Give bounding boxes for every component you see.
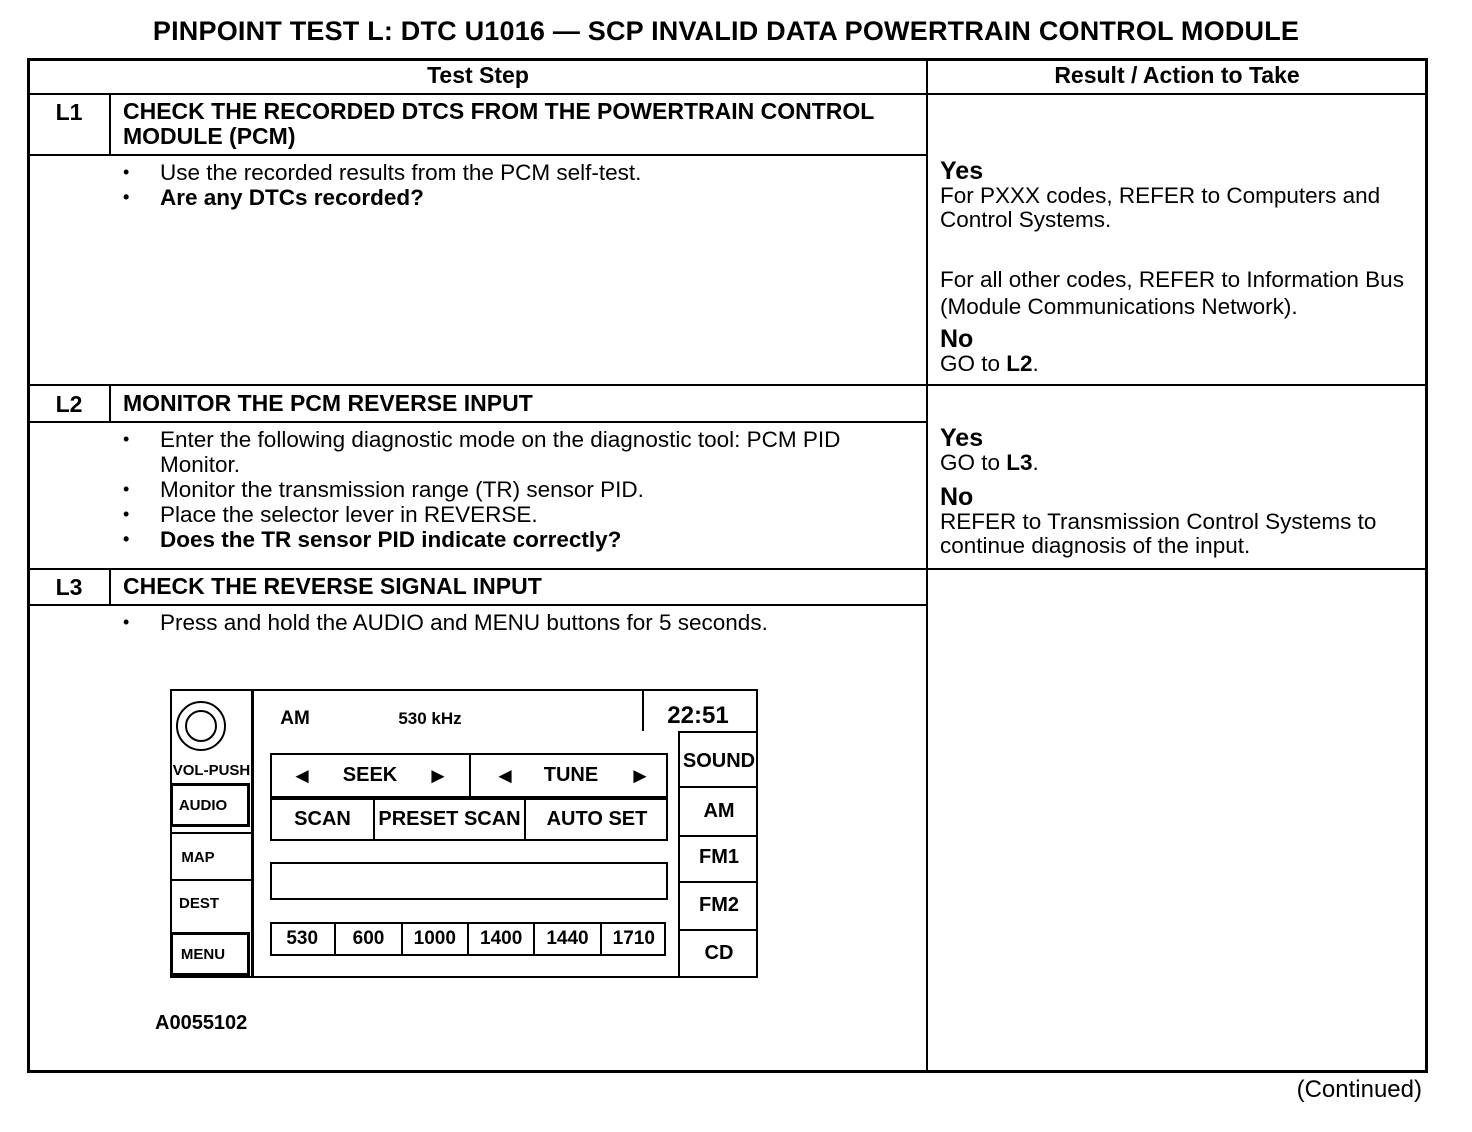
audio-button-label: AUDIO bbox=[178, 796, 228, 814]
preset-button[interactable]: 600 bbox=[336, 922, 402, 956]
bullet: • Monitor the transmission range (TR) sensor PID. bbox=[120, 477, 910, 502]
band-label: AM bbox=[280, 708, 310, 729]
no-action: GO to L2. bbox=[940, 351, 1039, 376]
vol-push-label: VOL-PUSH bbox=[172, 761, 251, 779]
preset-button[interactable]: 530 bbox=[270, 922, 336, 956]
id-divider-l1 bbox=[109, 93, 111, 155]
bullet: • Use the recorded results from the PCM self-test. bbox=[120, 160, 910, 185]
yes-action: GO to L3. bbox=[940, 450, 1039, 475]
menu-button-label: MENU bbox=[180, 945, 226, 963]
step-id-l1: L1 bbox=[55, 99, 83, 125]
step-bullets-l1 bbox=[120, 160, 910, 210]
bullet: • Enter the following diagnostic mode on the diagnostic tool: PCM PID Monitor. bbox=[120, 427, 910, 477]
preset-button[interactable]: 1710 bbox=[612, 928, 655, 949]
seek-right-button[interactable]: ► bbox=[427, 762, 449, 788]
preset-button[interactable]: 1400 bbox=[469, 922, 535, 956]
row-divider-l3 bbox=[27, 568, 1428, 570]
yes-action-alt: For all other codes, REFER to Information Bus (Module Communications Network). bbox=[940, 267, 1404, 319]
continued-label: (Continued) bbox=[1296, 1076, 1422, 1103]
step-id-l3: L3 bbox=[55, 574, 83, 600]
bullet: • Place the selector lever in REVERSE. bbox=[120, 502, 910, 527]
dest-button[interactable]: DEST bbox=[178, 894, 219, 912]
id-divider-l3 bbox=[109, 568, 111, 605]
step-id-l2: L2 bbox=[55, 391, 83, 417]
header-result: Result / Action to Take bbox=[1054, 62, 1300, 88]
right-divider bbox=[678, 786, 758, 788]
id-divider-l2 bbox=[109, 384, 111, 422]
row-divider-l2-title bbox=[27, 421, 927, 423]
frequency-label: 530 kHz bbox=[398, 709, 462, 728]
tune-left-button[interactable]: ◄ bbox=[494, 762, 516, 788]
no-action: REFER to Transmission Control Systems to continue diagnosis of the input. bbox=[940, 509, 1377, 558]
no-label: No bbox=[940, 325, 974, 353]
am-button[interactable]: AM bbox=[703, 799, 735, 822]
presets-row bbox=[270, 922, 666, 956]
preset-scan-button[interactable]: PRESET SCAN bbox=[378, 808, 521, 830]
yes-action: For PXXX codes, REFER to Computers and Control Systems. bbox=[940, 183, 1381, 232]
radio-faceplate-illustration bbox=[170, 689, 758, 978]
map-button[interactable]: MAP bbox=[181, 848, 215, 866]
yes-label: Yes bbox=[940, 424, 984, 452]
seek-tune-divider bbox=[469, 753, 471, 798]
step-title-l3: CHECK THE REVERSE SIGNAL INPUT bbox=[123, 573, 542, 599]
bullet-question: • Are any DTCs recorded? bbox=[120, 185, 910, 210]
clock-label: 22:51 bbox=[667, 702, 729, 729]
preset-button[interactable]: 1000 bbox=[403, 922, 469, 956]
no-label: No bbox=[940, 483, 974, 511]
figure-id: A0055102 bbox=[155, 1012, 248, 1034]
result-l2 bbox=[940, 425, 1420, 558]
step-title-l2: MONITOR THE PCM REVERSE INPUT bbox=[123, 390, 533, 416]
tune-label: TUNE bbox=[543, 764, 599, 786]
volume-knob-icon bbox=[176, 701, 226, 751]
radio-text-field bbox=[270, 862, 668, 900]
col-divider bbox=[926, 58, 928, 1073]
row-divider-l1-title bbox=[27, 154, 927, 156]
tune-right-button[interactable]: ► bbox=[629, 762, 651, 788]
scan-button[interactable]: SCAN bbox=[294, 808, 351, 830]
fm1-button[interactable]: FM1 bbox=[699, 845, 739, 868]
bullet-question: • Does the TR sensor PID indicate correctly? bbox=[120, 527, 910, 552]
left-divider bbox=[170, 832, 253, 834]
step-title-l1: CHECK THE RECORDED DTCS FROM THE POWERTRAIN CONTROL MODULE (PCM) bbox=[123, 98, 874, 149]
bullet: • Press and hold the AUDIO and MENU buttons for 5 seconds. bbox=[120, 610, 910, 635]
clock-bottom bbox=[678, 731, 758, 733]
clock-divider bbox=[642, 689, 644, 731]
row-divider-l2 bbox=[27, 384, 1428, 386]
header-divider bbox=[27, 93, 1428, 95]
row-divider-l3-title bbox=[27, 604, 927, 606]
sound-button[interactable]: SOUND bbox=[682, 749, 756, 772]
auto-set-button[interactable]: AUTO SET bbox=[546, 808, 648, 830]
goto-link[interactable]: L3 bbox=[1006, 450, 1033, 475]
result-l1 bbox=[940, 158, 1420, 376]
preset-button[interactable]: 1440 bbox=[535, 922, 601, 956]
cd-button[interactable]: CD bbox=[704, 941, 734, 964]
fm2-button[interactable]: FM2 bbox=[699, 893, 739, 916]
step-bullets-l3 bbox=[120, 610, 910, 635]
yes-label: Yes bbox=[940, 157, 984, 185]
step-bullets-l2 bbox=[120, 427, 910, 552]
page-title: PINPOINT TEST L: DTC U1016 — SCP INVALID DATA POWERTRAIN CONTROL MODULE bbox=[152, 16, 1300, 46]
seek-label: SEEK bbox=[342, 764, 398, 786]
goto-link[interactable]: L2 bbox=[1006, 351, 1033, 376]
header-test-step: Test Step bbox=[427, 62, 529, 88]
seek-left-button[interactable]: ◄ bbox=[291, 762, 313, 788]
